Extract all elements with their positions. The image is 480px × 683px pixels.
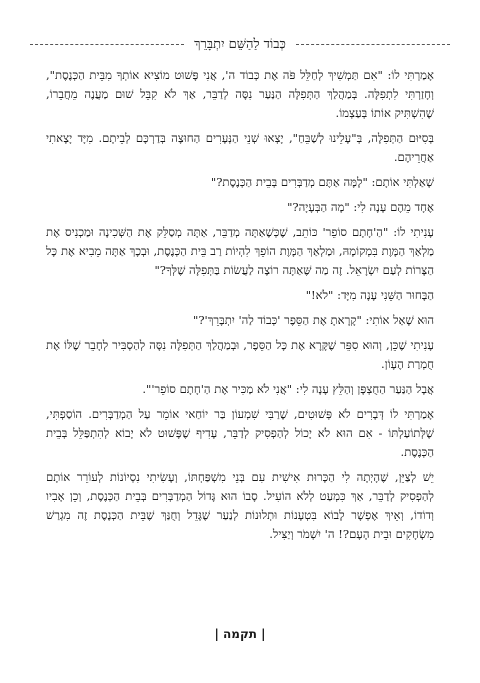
paragraph: הוּא שָׁאַל אוֹתִי: "קָרָאתָ אֶת הַסֵּפֶר 'כְּבוֹד לַה' יִתְבָּרֵךְ'?" [192,313,434,327]
paragraph: שָׁאַלְתִּי אוֹתָם: "לָמָּה אַתֶּם מְדַבְּרִים בְּבֵית הַכְּנֶסֶת?" [210,175,434,189]
running-head-title: כְּבוֹד לַהַשֵּׁם יִתְבָּרֵךְ [194,37,286,52]
paragraph: אֶחָד מֵהֶם עָנָה לִי: "מָה הַבְּעָיָה?" [287,200,434,214]
header-rule-left [30,44,184,45]
page-number: | תקמה | [214,627,266,641]
paragraph: עָנִיתִי לוֹ: "הַ'חָתָם סוֹפֵר' כּוֹתֵב, שֶׁכְּשֶׁאַתָּה מְדַבֵּר, אַתָּה מְסַלֵּק אֶת הַשְּׁכִינָה וּמַכְנִיס אֶת מַלְאַךְ הַמָּוֶת בִּמְקוֹמָהּ, וּמַלְאַךְ הַמָּוֶת הוֹפֵךְ לִהְיוֹת רַב בֵּית הַכְּנֶסֶת, וּבְכָךְ אַתָּה מֵבִיא אֶת כָּל הַצָּרוֹת לְעַם יִשְׂרָאֵל. זֶה מַה שֶּׁאַתָּה רוֹצֶה לַעֲשׂוֹת בַּתְּפִלָּה שֶׁלְּךָ?" [46,225,434,277]
paragraph: בְּסִיּוּם הַתְּפִלָּה, בְּ"עָלֵינוּ לְשַׁבֵּחַ", יָצְאוּ שְׁנֵי הַנְּעָרִים הַחוּצָה בְּדַרְכָּם לְבֵיתָם. מִיָּד יָצָאתִי אַחֲרֵיהֶם. [46,131,434,164]
paragraph: עָנִיתִי שֶׁכֵּן, וְהוּא סִפֵּר שֶׁקָּרָא אֶת כָּל הַסֵּפֶר, וּבְמַהֲלַךְ הַתְּפִלָּה נִסָּה לְהַסְבִּיר לְחָבֵר שֶׁלּוֹ אֶת חֻמְרַת הֶעָוֹן. [46,338,434,371]
paragraph: אָמַרְתִּי לוֹ: "אִם תַּמְשִׁיךְ לְחַלֵּל פֹּה אֶת כְּבוֹד ה', אֲנִי פָּשׁוּט מוֹצִיא אוֹתְךָ מִבֵּית הַכְּנֶסֶת", וְחָזַרְתִּי לִתְפִלָּה. בְּמַהֲלַךְ הַתְּפִלָּה הַנַּעַר נִסָּה לְדַבֵּר, אַךְ לֹא קִבֵּל שׁוּם מַעֲנֶה מֵחֲבֵרוֹ, שֶׁהִשְׁתִּיק אוֹתוֹ בְּעַצְמוֹ. [46,68,434,120]
paragraph: הַבָּחוּר הַשֵּׁנִי עָנָה מִיָּד: "לֹא!" [305,288,434,302]
paragraph: אֲבָל הַנַּעַר הַחֻצְפָּן וְהַלֵּץ עָנָה לִי: "אֲנִי לֹא מַכִּיר אֶת הַ'חָתָם סוֹפֵר'". [142,382,434,396]
paragraph: יֵשׁ לְצַיֵּן, שֶׁהָיְתָה לִי הַכָּרוּת אִישִׁית עִם בְּנֵי מִשְׁפַּחְתּוֹ, וְעָשִׂיתִי נִסְיוֹנוֹת לְעוֹרֵר אוֹתָם לְהַפְסִיק לְדַבֵּר, אַךְ כִּמְעַט לְלֹא הוֹעִיל. סָבוֹ הוּא גָּדוֹל הַמְדַבְּרִים בְּבֵית הַכְּנֶסֶת, וְכֵן אָבִיו וְדוֹדוֹ, וְאֵיךְ אֶפְשָׁר לָבוֹא בִּטְעָנוֹת וּתְלוּנוֹת לְנַעַר שֶׁגָּדֵל וְחֻנַּךְ שֶׁבֵּית הַכְּנֶסֶת זֶה מִגְרַשׁ מִשְׂחָקִים וּבֵית הָעָם?! ה' יִשְׁמֹר וְיַצִּיל. [46,470,434,541]
body-text [46,66,434,550]
header-rule-right [296,44,450,45]
paragraph: אָמַרְתִּי לוֹ דְּבָרִים לֹא פְּשׁוּטִים, שֶׁרַבִּי שִׁמְעוֹן בַּר יוֹחַאי אוֹמֵר עַל הַמְדַבְּרִים. הוֹסַפְתִּי, שֶׁלְּתוֹעַלְתּוֹ - אִם הוּא לֹא יָכוֹל לְהַפְסִיק לְדַבֵּר, עָדִיף שֶׁפָּשׁוּט לֹא יָבוֹא לְהִתְפַּלֵּל בְּבֵית הַכְּנֶסֶת. [46,407,434,459]
running-header [30,36,450,52]
